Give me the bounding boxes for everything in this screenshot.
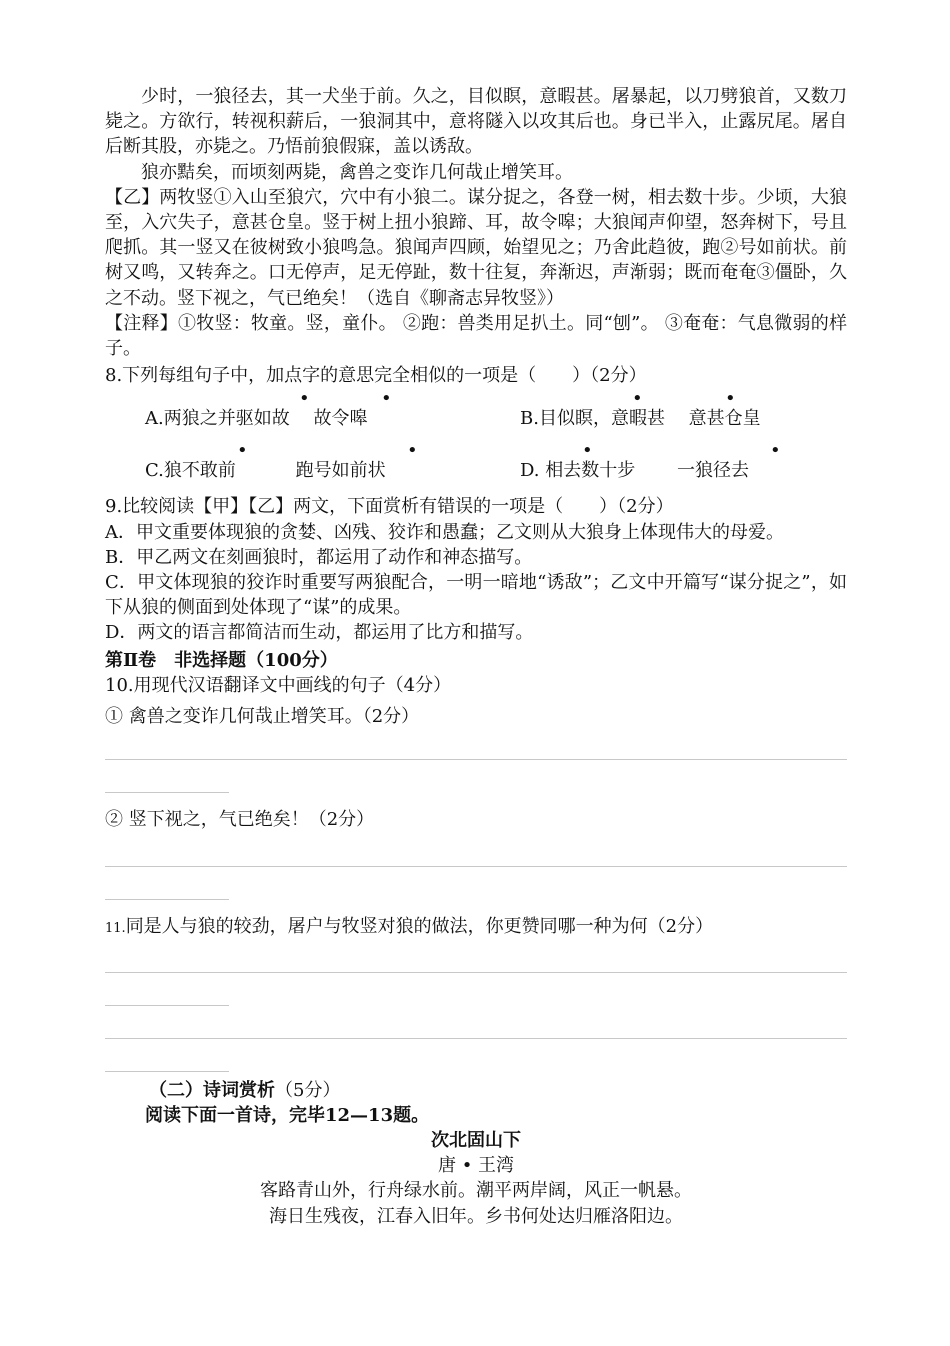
- question-11-number: 11.: [105, 921, 126, 937]
- answer-line-short[interactable]: [105, 899, 229, 900]
- answer-line-short[interactable]: [105, 1005, 229, 1006]
- question-10-sentence-1: ① 禽兽之变诈几何哉止增笑耳。（2分）: [105, 706, 420, 728]
- exam-page: [105, 84, 847, 1229]
- question-8-option-b-text: B.目似瞑，意暇甚 意甚仓皇: [520, 408, 761, 430]
- answer-line[interactable]: [105, 972, 847, 973]
- passage-yi-text: 【乙】两牧竖①入山至狼穴，穴中有小狼二。谋分捉之，各登一树，相去数十步。少顷，大狼至，入穴失子，意甚仓皇。竖于树上扭小狼蹄、耳，故令嗥；大狼闻声仰望，怒奔树下，号且爬抓。其一竖又在彼树致小狼鸣急。狼闻声四顾，始望见之；乃舍此趋彼，跑②号如前状。前树又鸣，又转奔之。口无停声，足无停趾，数十往复，奔渐迟，声渐弱；既而奄奄③僵卧，久之不动。竖下视之，气已绝矣！（选自《聊斋志异牧竖》）: [105, 186, 847, 309]
- emphasis-dot: •: [381, 388, 392, 410]
- question-8-option-a-text: A.两狼之并驱如故 故令嗥: [145, 408, 368, 430]
- answer-line-short[interactable]: [105, 792, 229, 793]
- emphasis-dot: •: [299, 388, 310, 410]
- poetry-heading-score: （5分）: [275, 1079, 341, 1101]
- answer-line[interactable]: [105, 866, 847, 867]
- answer-line[interactable]: [105, 1038, 847, 1039]
- question-11-title: [105, 914, 847, 941]
- question-9-option-d[interactable]: D．两文的语言都简洁而生动，都运用了比方和描写。: [105, 622, 534, 644]
- question-9-option-b[interactable]: B．甲乙两文在刻画狼时，都运用了动作和神态描写。: [105, 546, 533, 568]
- poetry-heading-label: （二）诗词赏析: [149, 1079, 275, 1101]
- question-8-options-row-1: [105, 390, 847, 440]
- answer-line[interactable]: [105, 759, 847, 760]
- poem-title: 次北固山下: [431, 1130, 521, 1152]
- passage-jia-paragraph-2: 狼亦黠矣，而顷刻两毙，禽兽之变诈几何哉止增笑耳。: [141, 161, 573, 183]
- emphasis-dot: •: [725, 388, 736, 410]
- emphasis-dot: •: [632, 388, 643, 410]
- question-11-text: 同是人与狼的较劲，屠户与牧竖对狼的做法，你更赞同哪一种为何（2分）: [125, 916, 714, 938]
- answer-line-short[interactable]: [105, 1071, 229, 1072]
- poetry-instruction: 阅读下面一首诗，完毕12—13题。: [145, 1104, 430, 1126]
- question-10-sentence-2: ② 竖下视之，气已绝矣！（2分）: [105, 809, 375, 831]
- poetry-section-heading: [105, 1078, 847, 1103]
- question-8-option-c-text: C.狼不敢前 跑号如前状: [145, 460, 386, 482]
- question-9-option-a[interactable]: A．甲文重要体现狼的贪婪、凶残、狡诈和愚蠢；乙文则从大狼身上体现伟大的母爱。: [105, 521, 784, 543]
- question-9-title: 9.比较阅读【甲】【乙】两文，下面赏析有错误的一项是（ ）（2分）: [105, 496, 674, 518]
- question-8-option-d-text: D. 相去数十步 一狼径去: [520, 460, 749, 482]
- emphasis-dot: •: [407, 440, 418, 462]
- question-10-title: 10.用现代汉语翻译文中画线的句子（4分）: [105, 674, 452, 696]
- poem-line-2: 海日生残夜，江春入旧年。乡书何处达归雁洛阳边。: [269, 1205, 683, 1227]
- passage-jia-paragraph-1: 少时，一狼径去，其一犬坐于前。久之，目似瞑，意暇甚。屠暴起，以刀劈狼首，又数刀毙之。方欲行，转视积薪后，一狼洞其中，意将隧入以攻其后也。身已半入，止露尻尾。屠自后断其股，亦毙之。乃悟前狼假寐，盖以诱敌。: [105, 86, 847, 158]
- question-9-option-c[interactable]: C．甲文体现狼的狡诈时重要写两狼配合，一明一暗地“诱敌”；乙文中开篇写“谋分捉之”，如下从狼的侧面到处体现了“谋”的成果。: [105, 572, 847, 619]
- section-2-title: 第Ⅱ卷 非选择题（100分）: [105, 649, 338, 671]
- emphasis-dot: •: [237, 440, 248, 462]
- passage-yi-notes: 【注释】①牧竖：牧童。竖，童仆。 ②跑：兽类用足扒土。同“刨”。 ③奄奄：气息微弱的样子。: [105, 312, 847, 360]
- emphasis-dot: •: [582, 440, 593, 462]
- question-8-options-row-2: [105, 442, 847, 492]
- poem-author: 唐 • 王湾: [437, 1155, 515, 1177]
- poem-line-1: 客路青山外，行舟绿水前。潮平两岸阔，风正一帆悬。: [260, 1180, 692, 1202]
- question-8-title: 8.下列每组句子中，加点字的意思完全相似的一项是（ ）（2分）: [105, 365, 647, 387]
- emphasis-dot: •: [770, 440, 781, 462]
